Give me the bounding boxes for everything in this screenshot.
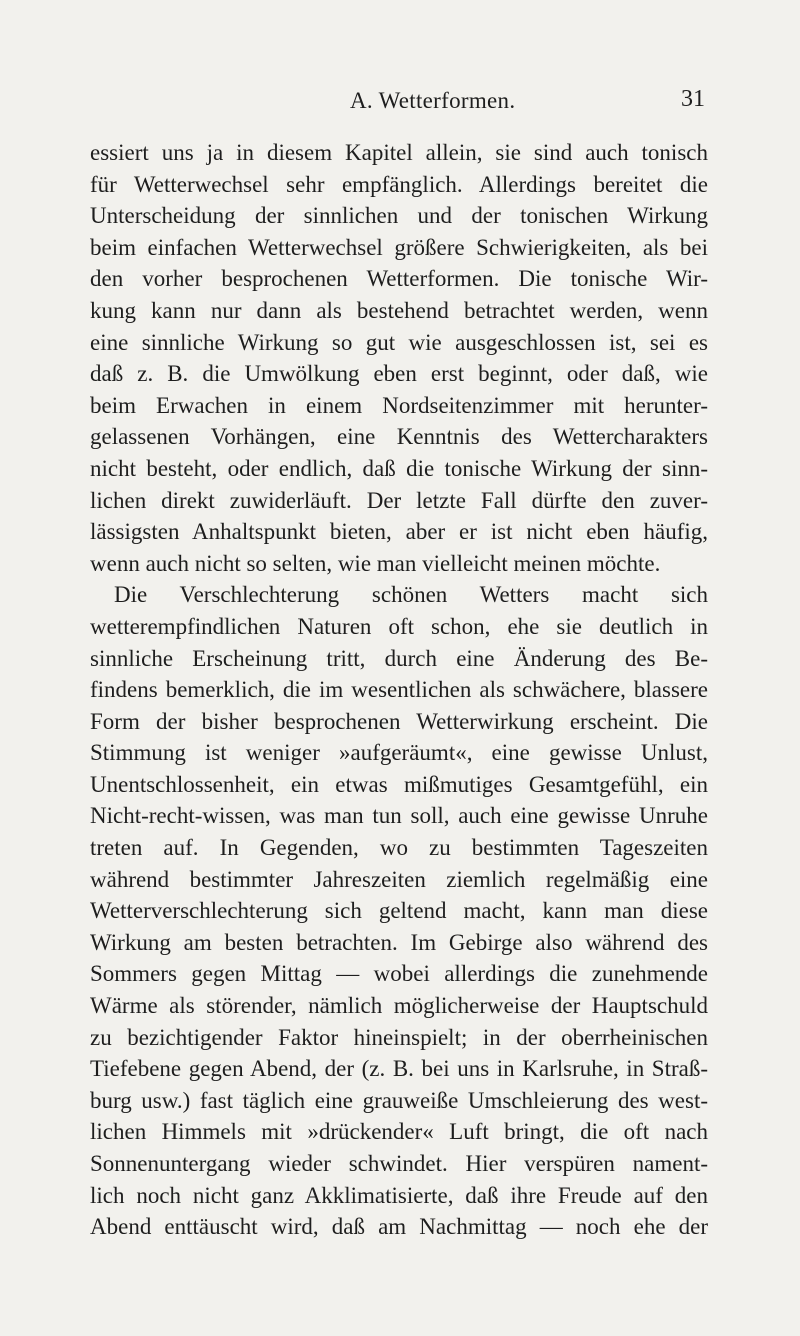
text-line: treten auf. In Gegenden, wo zu bestimmten Tageszeiten bbox=[90, 835, 708, 861]
text-line: lichen Himmels mit »drückender« Luft bringt, die oft nach bbox=[90, 1119, 708, 1145]
text-line: Stimmung ist weniger »aufgeräumt«, eine gewisse Unlust, bbox=[90, 740, 708, 766]
text-line: lich noch nicht ganz Akklimatisierte, daß ihre Freude auf den bbox=[90, 1182, 708, 1208]
text-line: Unentschlossenheit, ein etwas mißmutiges Gesamtgefühl, ein bbox=[90, 771, 708, 797]
text-line: Form der bisher besprochenen Wetterwirkung erscheint. Die bbox=[90, 708, 708, 734]
text-line: kung kann nur dann als bestehend betrachtet werden, wenn bbox=[90, 297, 708, 323]
running-head: A. Wetterformen. bbox=[350, 88, 516, 113]
text-line: den vorher besprochenen Wetterformen. Die tonische Wir- bbox=[90, 266, 708, 292]
text-line: findens bemerklich, die im wesentlichen als schwächere, blassere bbox=[90, 677, 708, 703]
text-line: beim einfachen Wetterwechsel größere Schwierigkeiten, als bei bbox=[90, 234, 708, 260]
text-line: Wirkung am besten betrachten. Im Gebirge also während des bbox=[90, 929, 708, 955]
page-header bbox=[90, 86, 705, 122]
text-line: während bestimmter Jahreszeiten ziemlich regelmäßig eine bbox=[90, 866, 708, 892]
text-line: gelassenen Vorhängen, eine Kenntnis des Wettercharakters bbox=[90, 424, 708, 450]
text-line: Die Verschlechterung schönen Wetters macht sich bbox=[114, 582, 708, 608]
text-line: wetterempfindlichen Naturen oft schon, ehe sie deutlich in bbox=[90, 613, 708, 639]
text-line: wenn auch nicht so selten, wie man vielleicht meinen möchte. bbox=[90, 550, 661, 576]
text-line: Nicht-recht-wissen, was man tun soll, auch eine gewisse Unruhe bbox=[90, 803, 708, 829]
text-line: essiert uns ja in diesem Kapitel allein, sie sind auch tonisch bbox=[90, 140, 708, 165]
text-line: nicht besteht, oder endlich, daß die tonische Wirkung der sinn- bbox=[90, 455, 708, 481]
text-line: burg usw.) fast täglich eine grauweiße Umschleierung des west- bbox=[90, 1087, 708, 1113]
text-line: für Wetterwechsel sehr empfänglich. Allerdings bereitet die bbox=[90, 171, 708, 197]
text-line: Abend enttäuscht wird, daß am Nachmittag — noch ehe der bbox=[90, 1214, 708, 1240]
page-number: 31 bbox=[681, 86, 705, 112]
text-line: Tiefebene gegen Abend, der (z. B. bei uns in Karlsruhe, in Straß- bbox=[90, 1056, 708, 1082]
text-line: sinnliche Erscheinung tritt, durch eine Änderung des Be- bbox=[90, 645, 708, 671]
text-line: lichen direkt zuwiderläuft. Der letzte Fall dürfte den zuver- bbox=[90, 487, 708, 513]
text-line: Sommers gegen Mittag — wobei allerdings die zunehmende bbox=[90, 961, 708, 987]
text-line: Sonnenuntergang wieder schwindet. Hier verspüren nament- bbox=[90, 1151, 708, 1176]
text-line: Wärme als störender, nämlich möglicherweise der Hauptschuld bbox=[90, 993, 708, 1019]
text-line: lässigsten Anhaltspunkt bieten, aber er ist nicht eben häufig, bbox=[90, 519, 708, 545]
text-line: eine sinnliche Wirkung so gut wie ausgeschlossen ist, sei es bbox=[90, 329, 708, 355]
text-line: daß z. B. die Umwölkung eben erst beginnt, oder daß, wie bbox=[90, 361, 708, 387]
text-line: Unterscheidung der sinnlichen und der tonischen Wirkung bbox=[90, 203, 708, 229]
text-line: beim Erwachen in einem Nordseitenzimmer mit herunter- bbox=[90, 392, 708, 418]
text-line: Wetterverschlechterung sich geltend macht, kann man diese bbox=[90, 898, 708, 924]
body-text bbox=[90, 137, 708, 1243]
text-line: zu bezichtigender Faktor hineinspielt; in der oberrheinischen bbox=[90, 1024, 708, 1050]
